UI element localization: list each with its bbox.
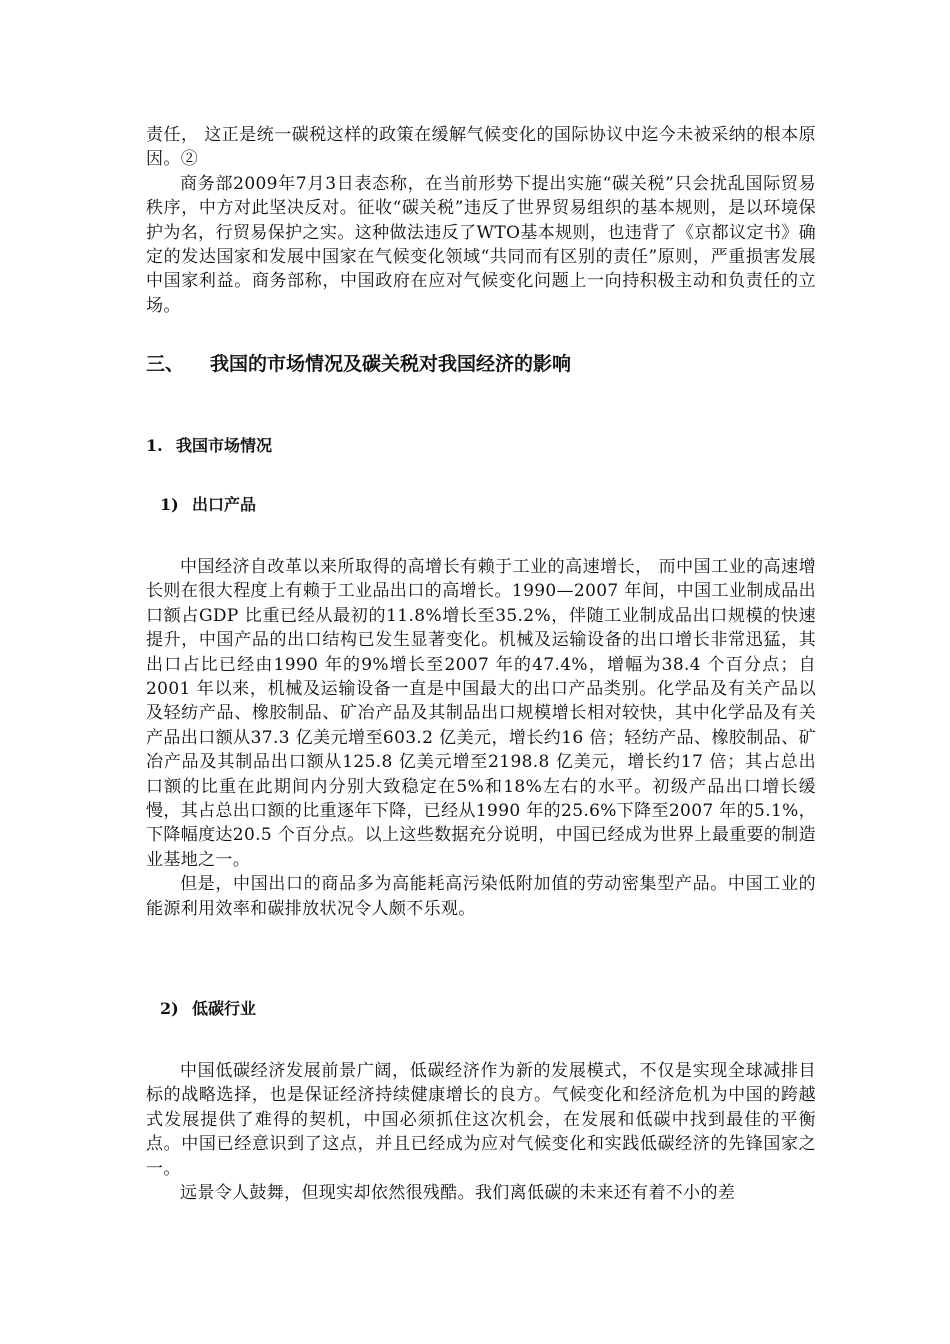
continued-paragraph: 责任， 这正是统一碳税这样的政策在缓解气候变化的国际协议中迄今未被采纳的根本原因。②: [146, 125, 816, 170]
item-number: 1): [160, 495, 179, 514]
item-title: 出口产品: [192, 495, 257, 514]
item-heading-export: [160, 494, 256, 516]
lowcarbon-paragraph: 中国低碳经济发展前景广阔，低碳经济作为新的发展模式，不仅是实现全球减排目标的战略选择，也是保证经济持续健康增长的良方。气候变化和经济危机为中国的跨越式发展提供了难得的契机，中国必须抓住这次机会，在发展和低碳中找到最佳的平衡点。中国已经意识到了这点，并且已经成为应对气候变化和实践低碳经济的先锋国家之一。: [146, 1061, 816, 1179]
item-heading-lowcarbon: [160, 998, 256, 1020]
item-number: 2): [160, 999, 179, 1018]
subsection-heading: [146, 435, 272, 457]
export-text-block: [146, 555, 816, 921]
section-title: 我国的市场情况及碳关税对我国经济的影响: [210, 353, 572, 375]
lowcarbon-text-block: [146, 1059, 816, 1205]
item-title: 低碳行业: [192, 999, 257, 1018]
commerce-ministry-paragraph: 商务部2009年7月3日表态称，在当前形势下提出实施“碳关税”只会扰乱国际贸易秩序，中方对此坚决反对。征收“碳关税”违反了世界贸易组织的基本规则，是以环境保护为名，行贸易保护之实。这种做法违反了WTO基本规则，也违背了《京都议定书》确定的发达国家和发展中国家在气候变化领域“共同而有区别的责任”原则，严重损害发展中国家利益。商务部称，中国政府在应对气候变化问题上一向持积极主动和负责任的立场。: [146, 173, 816, 316]
top-text-block: [146, 123, 816, 318]
section-number: 三、: [146, 353, 185, 375]
section-heading: [146, 351, 571, 377]
lowcarbon-reality-paragraph: 远景令人鼓舞，但现实却依然很残酷。我们离低碳的未来还有着不小的差: [180, 1183, 736, 1204]
subsection-number: 1.: [146, 436, 163, 455]
export-paragraph: 中国经济自改革以来所取得的高增长有赖于工业的高速增长， 而中国工业的高速增长则在很大程度上有赖于工业品出口的高增长。1990—2007 年间，中国工业制成品出口额占GDP 比重已经从最初的11.8%增长至35.2%，伴随工业制成品出口规模的快速提升，中国产品的出口结构已发生显著变化。机械及运输设备的出口增长非常迅猛，其出口占比已经由1990 年的9%增长至2007 年的47.4%，增幅为38.4 个百分点；自2001 年以来，机械及运输设备一直是中国最大的出口产品类别。化学品及有关产品以及轻纺产品、橡胶制品、矿冶产品及其制品出口规模增长相对较快，其中化学品及有关产品出口额从37.3 亿美元增至603.2 亿美元，增长约16 倍；轻纺产品、橡胶制品、矿冶产品及其制品出口额从125.8 亿美元增至2198.8 亿美元，增长约17 倍；其占总出口额的比重在此期间内分别大致稳定在5%和18%左右的水平。初级产品出口增长缓慢，其占总出口额的比重逐年下降，已经从1990 年的25.6%下降至2007 年的5.1%，下降幅度达20.5 个百分点。以上这些数据充分说明，中国已经成为世界上最重要的制造业基地之一。: [146, 557, 816, 870]
export-conclusion-paragraph: 但是，中国出口的商品多为高能耗高污染低附加值的劳动密集型产品。中国工业的能源利用效率和碳排放状况令人颇不乐观。: [146, 874, 816, 919]
subsection-title: 我国市场情况: [176, 436, 273, 455]
